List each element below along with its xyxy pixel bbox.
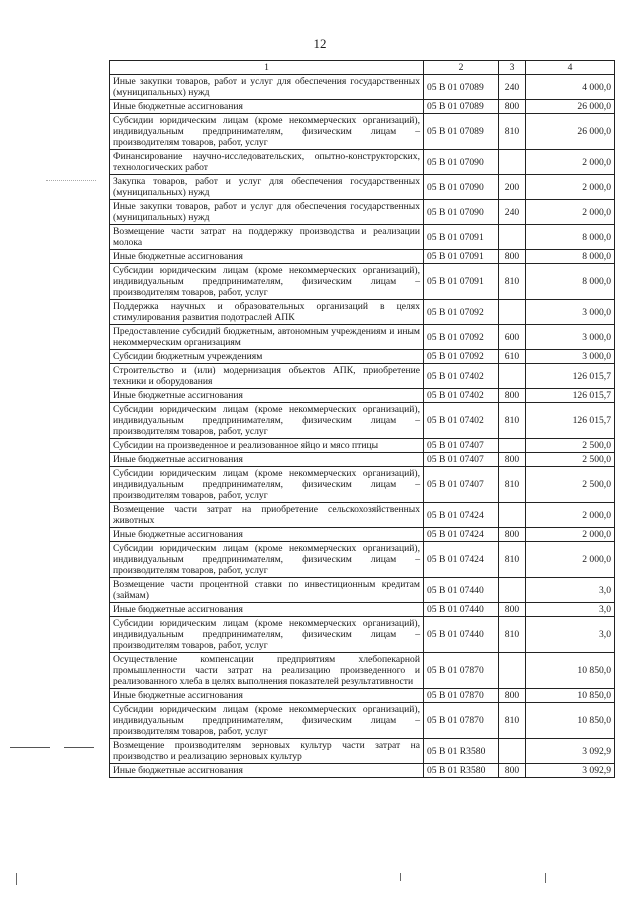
- row-amount: 3 092,9: [526, 739, 615, 764]
- row-amount: 3,0: [526, 578, 615, 603]
- row-code: 05 В 01 07440: [424, 603, 499, 617]
- budget-table: [109, 60, 615, 778]
- row-vr: [499, 150, 526, 175]
- row-amount: 3,0: [526, 603, 615, 617]
- row-vr: 800: [499, 603, 526, 617]
- row-amount: 3 000,0: [526, 325, 615, 350]
- row-name: Субсидии юридическим лицам (кроме некоммерческих организаций), индивидуальным предпринимателям, физическим лицам – производителям товаров, работ, услуг: [110, 467, 424, 503]
- row-vr: 810: [499, 114, 526, 150]
- row-vr: 810: [499, 403, 526, 439]
- table-row: [110, 350, 615, 364]
- table-row: [110, 264, 615, 300]
- margin-dots: [46, 180, 96, 181]
- row-name: Субсидии на произведенное и реализованное яйцо и мясо птицы: [110, 439, 424, 453]
- row-vr: [499, 439, 526, 453]
- row-name: Возмещение части затрат на приобретение сельскохозяйственных животных: [110, 503, 424, 528]
- row-code: 05 В 01 07407: [424, 439, 499, 453]
- row-amount: 3 092,9: [526, 764, 615, 778]
- table-row: [110, 703, 615, 739]
- row-vr: 810: [499, 542, 526, 578]
- row-code: 05 В 01 07090: [424, 200, 499, 225]
- row-vr: 800: [499, 389, 526, 403]
- table-row: [110, 542, 615, 578]
- row-name: Иные закупки товаров, работ и услуг для обеспечения государственных (муниципальных) нужд: [110, 75, 424, 100]
- row-amount: 8 000,0: [526, 225, 615, 250]
- table-row: [110, 225, 615, 250]
- row-amount: 26 000,0: [526, 100, 615, 114]
- row-vr: [499, 739, 526, 764]
- row-vr: [499, 503, 526, 528]
- row-name: Возмещение части процентной ставки по инвестиционным кредитам (займам): [110, 578, 424, 603]
- row-code: 05 В 01 07424: [424, 542, 499, 578]
- row-amount: 8 000,0: [526, 250, 615, 264]
- row-code: 05 В 01 07424: [424, 503, 499, 528]
- row-amount: 2 000,0: [526, 542, 615, 578]
- table-row: [110, 603, 615, 617]
- row-name: Субсидии юридическим лицам (кроме некоммерческих организаций), индивидуальным предпринимателям, физическим лицам – производителям товаров, работ, услуг: [110, 403, 424, 439]
- row-name: Иные бюджетные ассигнования: [110, 528, 424, 542]
- row-amount: 126 015,7: [526, 389, 615, 403]
- row-name: Иные бюджетные ассигнования: [110, 603, 424, 617]
- row-code: 05 В 01 07440: [424, 578, 499, 603]
- row-vr: 610: [499, 350, 526, 364]
- header-col-name: 1: [110, 61, 424, 75]
- row-vr: [499, 225, 526, 250]
- table-row: [110, 325, 615, 350]
- table-row: [110, 764, 615, 778]
- row-amount: 2 000,0: [526, 175, 615, 200]
- row-name: Иные бюджетные ассигнования: [110, 453, 424, 467]
- row-vr: 810: [499, 467, 526, 503]
- row-name: Предоставление субсидий бюджетным, автономным учреждениям и иным некоммерческим организациям: [110, 325, 424, 350]
- table-row: [110, 439, 615, 453]
- table-body: [110, 75, 615, 778]
- row-vr: 810: [499, 617, 526, 653]
- table-row: [110, 175, 615, 200]
- row-code: 05 В 01 07091: [424, 250, 499, 264]
- row-code: 05 В 01 07402: [424, 403, 499, 439]
- row-amount: 2 000,0: [526, 503, 615, 528]
- table-row: [110, 389, 615, 403]
- table-row: [110, 114, 615, 150]
- table-row: [110, 617, 615, 653]
- row-name: Иные бюджетные ассигнования: [110, 250, 424, 264]
- row-vr: 600: [499, 325, 526, 350]
- table-row: [110, 689, 615, 703]
- row-code: 05 В 01 07870: [424, 653, 499, 689]
- table-row: [110, 503, 615, 528]
- table-row: [110, 653, 615, 689]
- table-row: [110, 200, 615, 225]
- table-row: [110, 403, 615, 439]
- row-name: Субсидии юридическим лицам (кроме некоммерческих организаций), индивидуальным предпринимателям, физическим лицам – производителям товаров, работ, услуг: [110, 617, 424, 653]
- row-name: Строительство и (или) модернизация объектов АПК, приобретение техники и оборудования: [110, 364, 424, 389]
- row-amount: 3 000,0: [526, 350, 615, 364]
- row-name: Субсидии юридическим лицам (кроме некоммерческих организаций), индивидуальным предпринимателям, физическим лицам – производителям товаров, работ, услуг: [110, 703, 424, 739]
- table-header-row: [110, 61, 615, 75]
- row-amount: 10 850,0: [526, 689, 615, 703]
- table-row: [110, 453, 615, 467]
- row-code: 05 В 01 07091: [424, 225, 499, 250]
- table-row: [110, 75, 615, 100]
- table-row: [110, 528, 615, 542]
- row-vr: 810: [499, 703, 526, 739]
- row-vr: [499, 364, 526, 389]
- table-row: [110, 250, 615, 264]
- row-code: 05 В 01 07090: [424, 175, 499, 200]
- row-code: 05 В 01 R3580: [424, 739, 499, 764]
- row-name: Возмещение производителям зерновых культур части затрат на производство и реализацию зерновых культур: [110, 739, 424, 764]
- row-vr: [499, 300, 526, 325]
- row-name: Субсидии бюджетным учреждениям: [110, 350, 424, 364]
- row-amount: 2 000,0: [526, 150, 615, 175]
- row-code: 05 В 01 07092: [424, 350, 499, 364]
- row-code: 05 В 01 07091: [424, 264, 499, 300]
- margin-mark: [10, 747, 50, 748]
- row-code: 05 В 01 07090: [424, 150, 499, 175]
- row-code: 05 В 01 07089: [424, 100, 499, 114]
- row-code: 05 В 01 07089: [424, 114, 499, 150]
- row-name: Поддержка научных и образовательных организаций в целях стимулирования развития подотраслей АПК: [110, 300, 424, 325]
- row-name: Иные бюджетные ассигнования: [110, 689, 424, 703]
- margin-mark: [64, 747, 94, 748]
- row-amount: 2 500,0: [526, 467, 615, 503]
- row-vr: 800: [499, 250, 526, 264]
- row-vr: 800: [499, 100, 526, 114]
- table-row: [110, 150, 615, 175]
- table-row: [110, 300, 615, 325]
- table-row: [110, 739, 615, 764]
- row-name: Иные закупки товаров, работ и услуг для обеспечения государственных (муниципальных) нужд: [110, 200, 424, 225]
- page-number: 12: [313, 36, 327, 51]
- row-name: Иные бюджетные ассигнования: [110, 100, 424, 114]
- row-name: Субсидии юридическим лицам (кроме некоммерческих организаций), индивидуальным предпринимателям, физическим лицам – производителям товаров, работ, услуг: [110, 264, 424, 300]
- row-amount: 126 015,7: [526, 403, 615, 439]
- row-code: 05 В 01 07407: [424, 467, 499, 503]
- row-code: 05 В 01 07092: [424, 300, 499, 325]
- row-vr: 800: [499, 528, 526, 542]
- header-col-amount: 4: [526, 61, 615, 75]
- row-amount: 10 850,0: [526, 703, 615, 739]
- table-row: [110, 100, 615, 114]
- row-vr: 800: [499, 453, 526, 467]
- row-name: Иные бюджетные ассигнования: [110, 389, 424, 403]
- row-amount: 2 000,0: [526, 528, 615, 542]
- row-amount: 126 015,7: [526, 364, 615, 389]
- row-code: 05 В 01 07870: [424, 689, 499, 703]
- row-vr: [499, 578, 526, 603]
- row-name: Субсидии юридическим лицам (кроме некоммерческих организаций), индивидуальным предпринимателям, физическим лицам – производителям товаров, работ, услуг: [110, 114, 424, 150]
- header-col-vr: 3: [499, 61, 526, 75]
- row-amount: 26 000,0: [526, 114, 615, 150]
- row-code: 05 В 01 07402: [424, 389, 499, 403]
- row-amount: 4 000,0: [526, 75, 615, 100]
- row-code: 05 В 01 R3580: [424, 764, 499, 778]
- row-code: 05 В 01 07407: [424, 453, 499, 467]
- table-row: [110, 578, 615, 603]
- row-amount: 2 500,0: [526, 453, 615, 467]
- row-name: Закупка товаров, работ и услуг для обеспечения государственных (муниципальных) нужд: [110, 175, 424, 200]
- row-name: Осуществление компенсации предприятиям хлебопекарной промышленности части затрат на реализацию произведенного и реализованного хлеба в целях выполнения показателей результативности: [110, 653, 424, 689]
- row-amount: 3 000,0: [526, 300, 615, 325]
- row-amount: 8 000,0: [526, 264, 615, 300]
- row-vr: 240: [499, 75, 526, 100]
- table-row: [110, 364, 615, 389]
- row-vr: 240: [499, 200, 526, 225]
- row-vr: 800: [499, 689, 526, 703]
- table-row: [110, 467, 615, 503]
- row-code: 05 В 01 07089: [424, 75, 499, 100]
- row-code: 05 В 01 07424: [424, 528, 499, 542]
- row-name: Возмещение части затрат на поддержку производства и реализации молока: [110, 225, 424, 250]
- margin-tick: [545, 873, 546, 883]
- row-name: Иные бюджетные ассигнования: [110, 764, 424, 778]
- row-amount: 10 850,0: [526, 653, 615, 689]
- row-amount: 2 000,0: [526, 200, 615, 225]
- row-code: 05 В 01 07092: [424, 325, 499, 350]
- row-vr: 200: [499, 175, 526, 200]
- row-amount: 3,0: [526, 617, 615, 653]
- row-vr: [499, 653, 526, 689]
- row-code: 05 В 01 07440: [424, 617, 499, 653]
- row-name: Субсидии юридическим лицам (кроме некоммерческих организаций), индивидуальным предпринимателям, физическим лицам – производителям товаров, работ, услуг: [110, 542, 424, 578]
- header-col-code: 2: [424, 61, 499, 75]
- margin-tick: [16, 873, 17, 885]
- row-code: 05 В 01 07402: [424, 364, 499, 389]
- margin-tick: [400, 873, 401, 881]
- row-code: 05 В 01 07870: [424, 703, 499, 739]
- row-amount: 2 500,0: [526, 439, 615, 453]
- row-vr: 800: [499, 764, 526, 778]
- row-name: Финансирование научно-исследовательских, опытно-конструкторских, технологических работ: [110, 150, 424, 175]
- row-vr: 810: [499, 264, 526, 300]
